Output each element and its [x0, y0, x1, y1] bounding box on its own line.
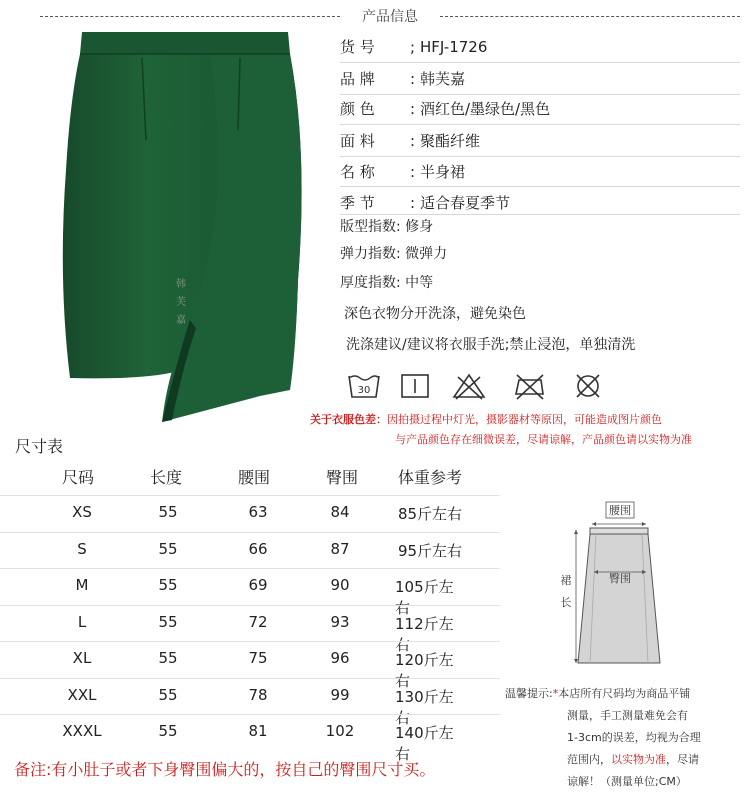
- table-cell: 55: [158, 612, 178, 631]
- spec-value: 酒红色/墨绿色/黑色: [420, 100, 551, 118]
- spec-color: [340, 98, 550, 119]
- header-divider-left: [40, 16, 340, 17]
- tips-text: 范围内，: [567, 753, 611, 766]
- table-cell: 66: [248, 539, 268, 558]
- spec-divider: [340, 214, 740, 215]
- no-iron-icon: [513, 372, 547, 400]
- section-title: 产品信息: [362, 9, 418, 25]
- care-note: 深色衣物分开洗涤，避免染色: [344, 306, 526, 322]
- size-note: 备注:有小肚子或者下身臀围偏大的，按自己的臀围尺寸买。: [14, 760, 436, 779]
- spec-sep: :: [410, 100, 416, 118]
- tips-line-4: [567, 749, 699, 770]
- spec-value: 韩芙嘉: [420, 70, 466, 88]
- table-cell: 112斤左右: [395, 614, 454, 654]
- spec-sep: :: [410, 132, 416, 150]
- spec-divider: [340, 94, 740, 95]
- spec-value: 聚酯纤维: [420, 132, 481, 150]
- table-cell: 105斤左右: [395, 578, 454, 617]
- spec-label: 颜 色: [340, 100, 375, 118]
- table-cell: 84: [330, 503, 350, 521]
- table-cell: L: [77, 612, 87, 631]
- table-cell: XXL: [67, 685, 97, 704]
- hip-label: 臀围: [609, 572, 631, 585]
- table-cell: 99: [330, 685, 350, 704]
- column-header-size: 尺码: [62, 468, 95, 487]
- skirt-product-image: [50, 30, 320, 430]
- size-table-title: 尺寸表: [15, 437, 64, 456]
- no-bleach-icon: [452, 372, 486, 400]
- tips-label: 温馨提示:: [505, 687, 553, 700]
- column-header-length: 长度: [150, 468, 183, 487]
- tips-line-1: [505, 683, 690, 704]
- measurement-diagram: [550, 498, 670, 673]
- wash-temp-label: 30: [357, 385, 371, 396]
- tips-text: ，尽请: [666, 753, 699, 766]
- waist-label: 腰围: [609, 504, 631, 517]
- table-row-divider: [0, 532, 500, 533]
- spec-value: 适合春夏季节: [420, 194, 511, 212]
- table-cell: 63: [248, 503, 268, 521]
- wash-30-icon: [347, 372, 381, 400]
- table-cell: 72: [248, 612, 268, 631]
- table-cell: XS: [72, 503, 92, 521]
- tips-line-3: 1-3cm的误差，均视为合理: [567, 731, 701, 744]
- spec-label: 名 称: [340, 163, 375, 181]
- spec-season: [340, 192, 510, 213]
- column-header-weight: 体重参考: [398, 468, 463, 487]
- section-header: [0, 6, 750, 28]
- wash-advice: 洗涤建议/建议将衣服手洗;禁止浸泡，单独清洗: [346, 337, 636, 353]
- table-cell: 95斤左右: [397, 541, 463, 560]
- column-header-waist: 腰围: [238, 468, 271, 487]
- table-cell: 55: [158, 722, 178, 740]
- table-cell: 55: [158, 503, 178, 521]
- table-row-divider: [0, 605, 500, 606]
- table-cell: 69: [248, 576, 268, 594]
- table-cell: 85斤左右: [397, 505, 463, 523]
- table-row-divider: [0, 678, 500, 679]
- spec-sep: :: [410, 70, 416, 88]
- watermark-char: 芙: [176, 297, 186, 308]
- spec-label: 季 节: [340, 194, 375, 212]
- table-cell: 87: [330, 539, 350, 558]
- table-cell: 55: [158, 576, 178, 594]
- spec-thickness: 厚度指数: 中等: [340, 275, 434, 291]
- table-row-divider: [0, 568, 500, 569]
- length-label-1: 裙: [560, 574, 572, 587]
- table-cell: XXXL: [62, 722, 102, 740]
- table-cell: 55: [158, 649, 178, 667]
- spec-fit: 版型指数: 修身: [340, 219, 434, 235]
- length-label-2: 长: [560, 596, 572, 609]
- disclaimer-line-2: 与产品颜色存在细微误差，尽请谅解，产品颜色请以实物为准: [395, 433, 692, 446]
- table-row-divider: [0, 495, 500, 496]
- table-cell: 78: [248, 685, 268, 704]
- spec-sep: ;: [410, 38, 416, 56]
- spec-item-no: [340, 36, 487, 57]
- spec-divider: [340, 156, 740, 157]
- table-row-divider: [0, 641, 500, 642]
- spec-divider: [340, 62, 740, 63]
- table-cell: XL: [72, 649, 92, 667]
- spec-value: HFJ-1726: [420, 38, 488, 56]
- no-tumble-dry-icon: [573, 372, 603, 400]
- disclaimer-line-1: [310, 410, 692, 430]
- spec-label: 品 牌: [340, 70, 375, 88]
- table-cell: S: [77, 539, 87, 558]
- color-disclaimer: [310, 410, 692, 450]
- table-cell: 75: [248, 649, 268, 667]
- line-dry-icon: [400, 372, 430, 400]
- disclaimer-heading: 关于衣服色差：: [310, 413, 387, 426]
- table-cell: 130斤左右: [395, 687, 454, 727]
- tips-line-2: 测量，手工测量难免会有: [567, 709, 688, 722]
- table-cell: 93: [330, 612, 350, 631]
- watermark: [176, 278, 186, 328]
- table-row-divider: [0, 714, 500, 715]
- spec-sep: :: [410, 163, 416, 181]
- table-cell: 81: [248, 722, 268, 740]
- spec-divider: [340, 186, 740, 187]
- table-cell: 55: [158, 685, 178, 704]
- watermark-char: 嘉: [176, 315, 186, 326]
- tips-highlight: 以实物为准: [611, 753, 666, 766]
- table-cell: 90: [330, 576, 350, 594]
- table-cell: 96: [330, 649, 350, 667]
- spec-sep: :: [410, 194, 416, 212]
- table-cell: 120斤左右: [395, 651, 454, 690]
- spec-divider: [340, 124, 740, 125]
- spec-stretch: 弹力指数: 微弹力: [340, 246, 448, 262]
- table-cell: 140斤左右: [395, 724, 454, 763]
- table-cell: M: [75, 576, 89, 594]
- tips-text: 本店所有尺码均为商品平铺: [558, 687, 691, 700]
- spec-brand: [340, 68, 465, 89]
- spec-value: 半身裙: [420, 163, 466, 181]
- tips-star: *: [552, 687, 559, 700]
- spec-fabric: [340, 130, 480, 151]
- column-header-hip: 臀围: [326, 468, 359, 487]
- spec-label: 面 料: [340, 132, 375, 150]
- disclaimer-text: 因拍摄过程中灯光，摄影器材等原因，可能造成图片颜色: [387, 413, 662, 426]
- tips-line-5: 谅解！（测量单位;CM）: [567, 775, 687, 788]
- table-cell: 55: [158, 539, 178, 558]
- table-cell: 102: [325, 722, 355, 740]
- watermark-char: 韩: [176, 279, 186, 290]
- spec-name: [340, 161, 465, 182]
- spec-label: 货 号: [340, 38, 375, 56]
- header-divider-right: [440, 16, 740, 17]
